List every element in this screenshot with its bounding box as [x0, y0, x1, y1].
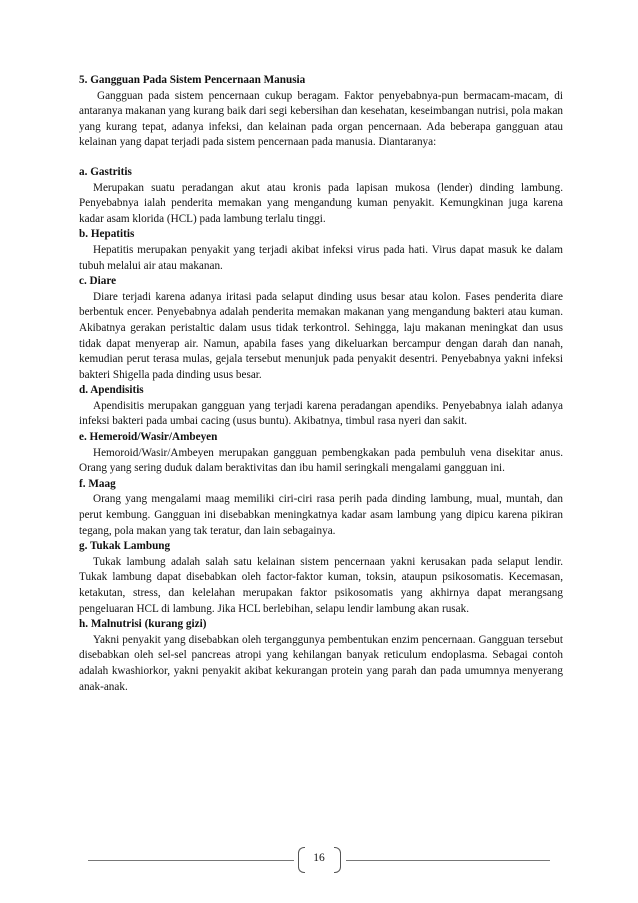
item-title-hepatitis: b. Hepatitis: [79, 228, 135, 241]
item-text-tukak-lambung: Tukak lambung adalah salah satu kelainan sistem pencernaan yakni kerusakan pada selaput lendir. Tukak lambung dapat disebabkan oleh factor-faktor kuman, toksin, ataupun psikosomatis. Kecemasan, ketakutan, stress, dan kelelahan merupakan faktor psikosomatis yang akhirnya dapat merangsang pengeluaran HCL di lambung. Jika HCL berlebihan, selapu lendir lambung akan rusak.: [79, 555, 563, 615]
item-text-maag: Orang yang mengalami maag memiliki ciri-ciri rasa perih pada dinding lambung, mual, muntah, dan perut kembung. Gangguan ini disebabkan meningkatnya kadar asam lambung yang dipicu karena pikiran tegang, pola makan yang tak teratur, dan lain sebagainya.: [79, 493, 563, 537]
item-text-malnutrisi: Yakni penyakit yang disebabkan oleh terganggunya pembentukan enzim pencernaan. Gangguan tersebut disebabkan oleh sel-sel pancreas atropi yang kehilangan banyak reticulum endoplasma. Sebagai contoh adalah kwashiorkor, yakni penyakit akibat kekurangan protein yang parah dan pada umumnya menyerang anak-anak.: [79, 633, 563, 693]
item-text-hemeroid: Hemoroid/Wasir/Ambeyen merupakan gangguan pembengkakan pada pembuluh vena disekitar anus. Orang yang sering duduk dalam beraktivitas dan ibu hamil seringkali mengalami gangguan ini.: [79, 446, 563, 475]
item-title-hemeroid: e. Hemeroid/Wasir/Ambeyen: [79, 431, 218, 444]
item-title-diare: c. Diare: [79, 275, 117, 288]
item-title-apendisitis: d. Apendisitis: [79, 384, 144, 397]
footer-rule-right: [346, 860, 550, 861]
item-text-gastritis: Merupakan suatu peradangan akut atau kronis pada lapisan mukosa (lender) dinding lambung. Penyebabnya ialah penderita memakan yang mengandung kuman penyakit. Kemungkinan juga karena kadar asam klorida (HCL) pada lambung terlalu tinggi.: [79, 181, 563, 225]
item-title-malnutrisi: h. Malnutrisi (kurang gizi): [79, 618, 207, 631]
page-footer: [0, 846, 638, 876]
page-number: 16: [313, 852, 325, 864]
footer-rule-left: [88, 860, 294, 861]
page-body: [79, 73, 563, 695]
item-text-apendisitis: Apendisitis merupakan gangguan yang terjadi karena peradangan apendiks. Penyebabnya ialah adanya infeksi bakteri pada umbai cacing (usus buntu). Akibatnya, timbul rasa nyeri dan sakit.: [79, 399, 563, 428]
item-title-gastritis: a. Gastritis: [79, 165, 132, 178]
spacer: [79, 151, 563, 165]
footer-bracket-left: [298, 847, 305, 873]
footer-bracket-right: [334, 847, 341, 873]
item-text-diare: Diare terjadi karena adanya iritasi pada selaput dinding usus besar atau kolon. Fases penderita diare berbentuk encer. Penyebabnya adalah penderita memakan makanan yang mengandung bakteri atau kuman. Akibatnya gerakan peristaltic dalam usus tidak terkontrol. Sehingga, laju makanan meningkat dan usus tidak dapat menyerap air. Namun, apabila fases yang dikeluarkan bercampur dengan darah dan nanah, kemudian perut terasa mulas, gejala tersebut menunjuk pada penyakit desentri. Penyebabnya yakni infeksi bakteri Shigella pada dinding usus besar.: [79, 290, 563, 381]
section-intro: Gangguan pada sistem pencernaan cukup beragam. Faktor penyebabnya-pun bermacam-macam, di antaranya makanan yang kurang baik dari segi kebersihan dan kesehatan, keseimbangan nutrisi, pola makan yang kurang tepat, adanya infeksi, dan kelainan pada organ pencernaan. Ada beberapa gangguan atau kelainan yang dapat terjadi pada sistem pencernaan pada manusia. Diantaranya:: [79, 89, 563, 149]
item-title-tukak-lambung: g. Tukak Lambung: [79, 540, 171, 553]
section-title: 5. Gangguan Pada Sistem Pencernaan Manusia: [79, 74, 306, 86]
item-title-maag: f. Maag: [79, 477, 116, 490]
item-text-hepatitis: Hepatitis merupakan penyakit yang terjadi akibat infeksi virus pada hati. Virus dapat masuk ke dalam tubuh melalui air atau makanan.: [79, 243, 563, 272]
